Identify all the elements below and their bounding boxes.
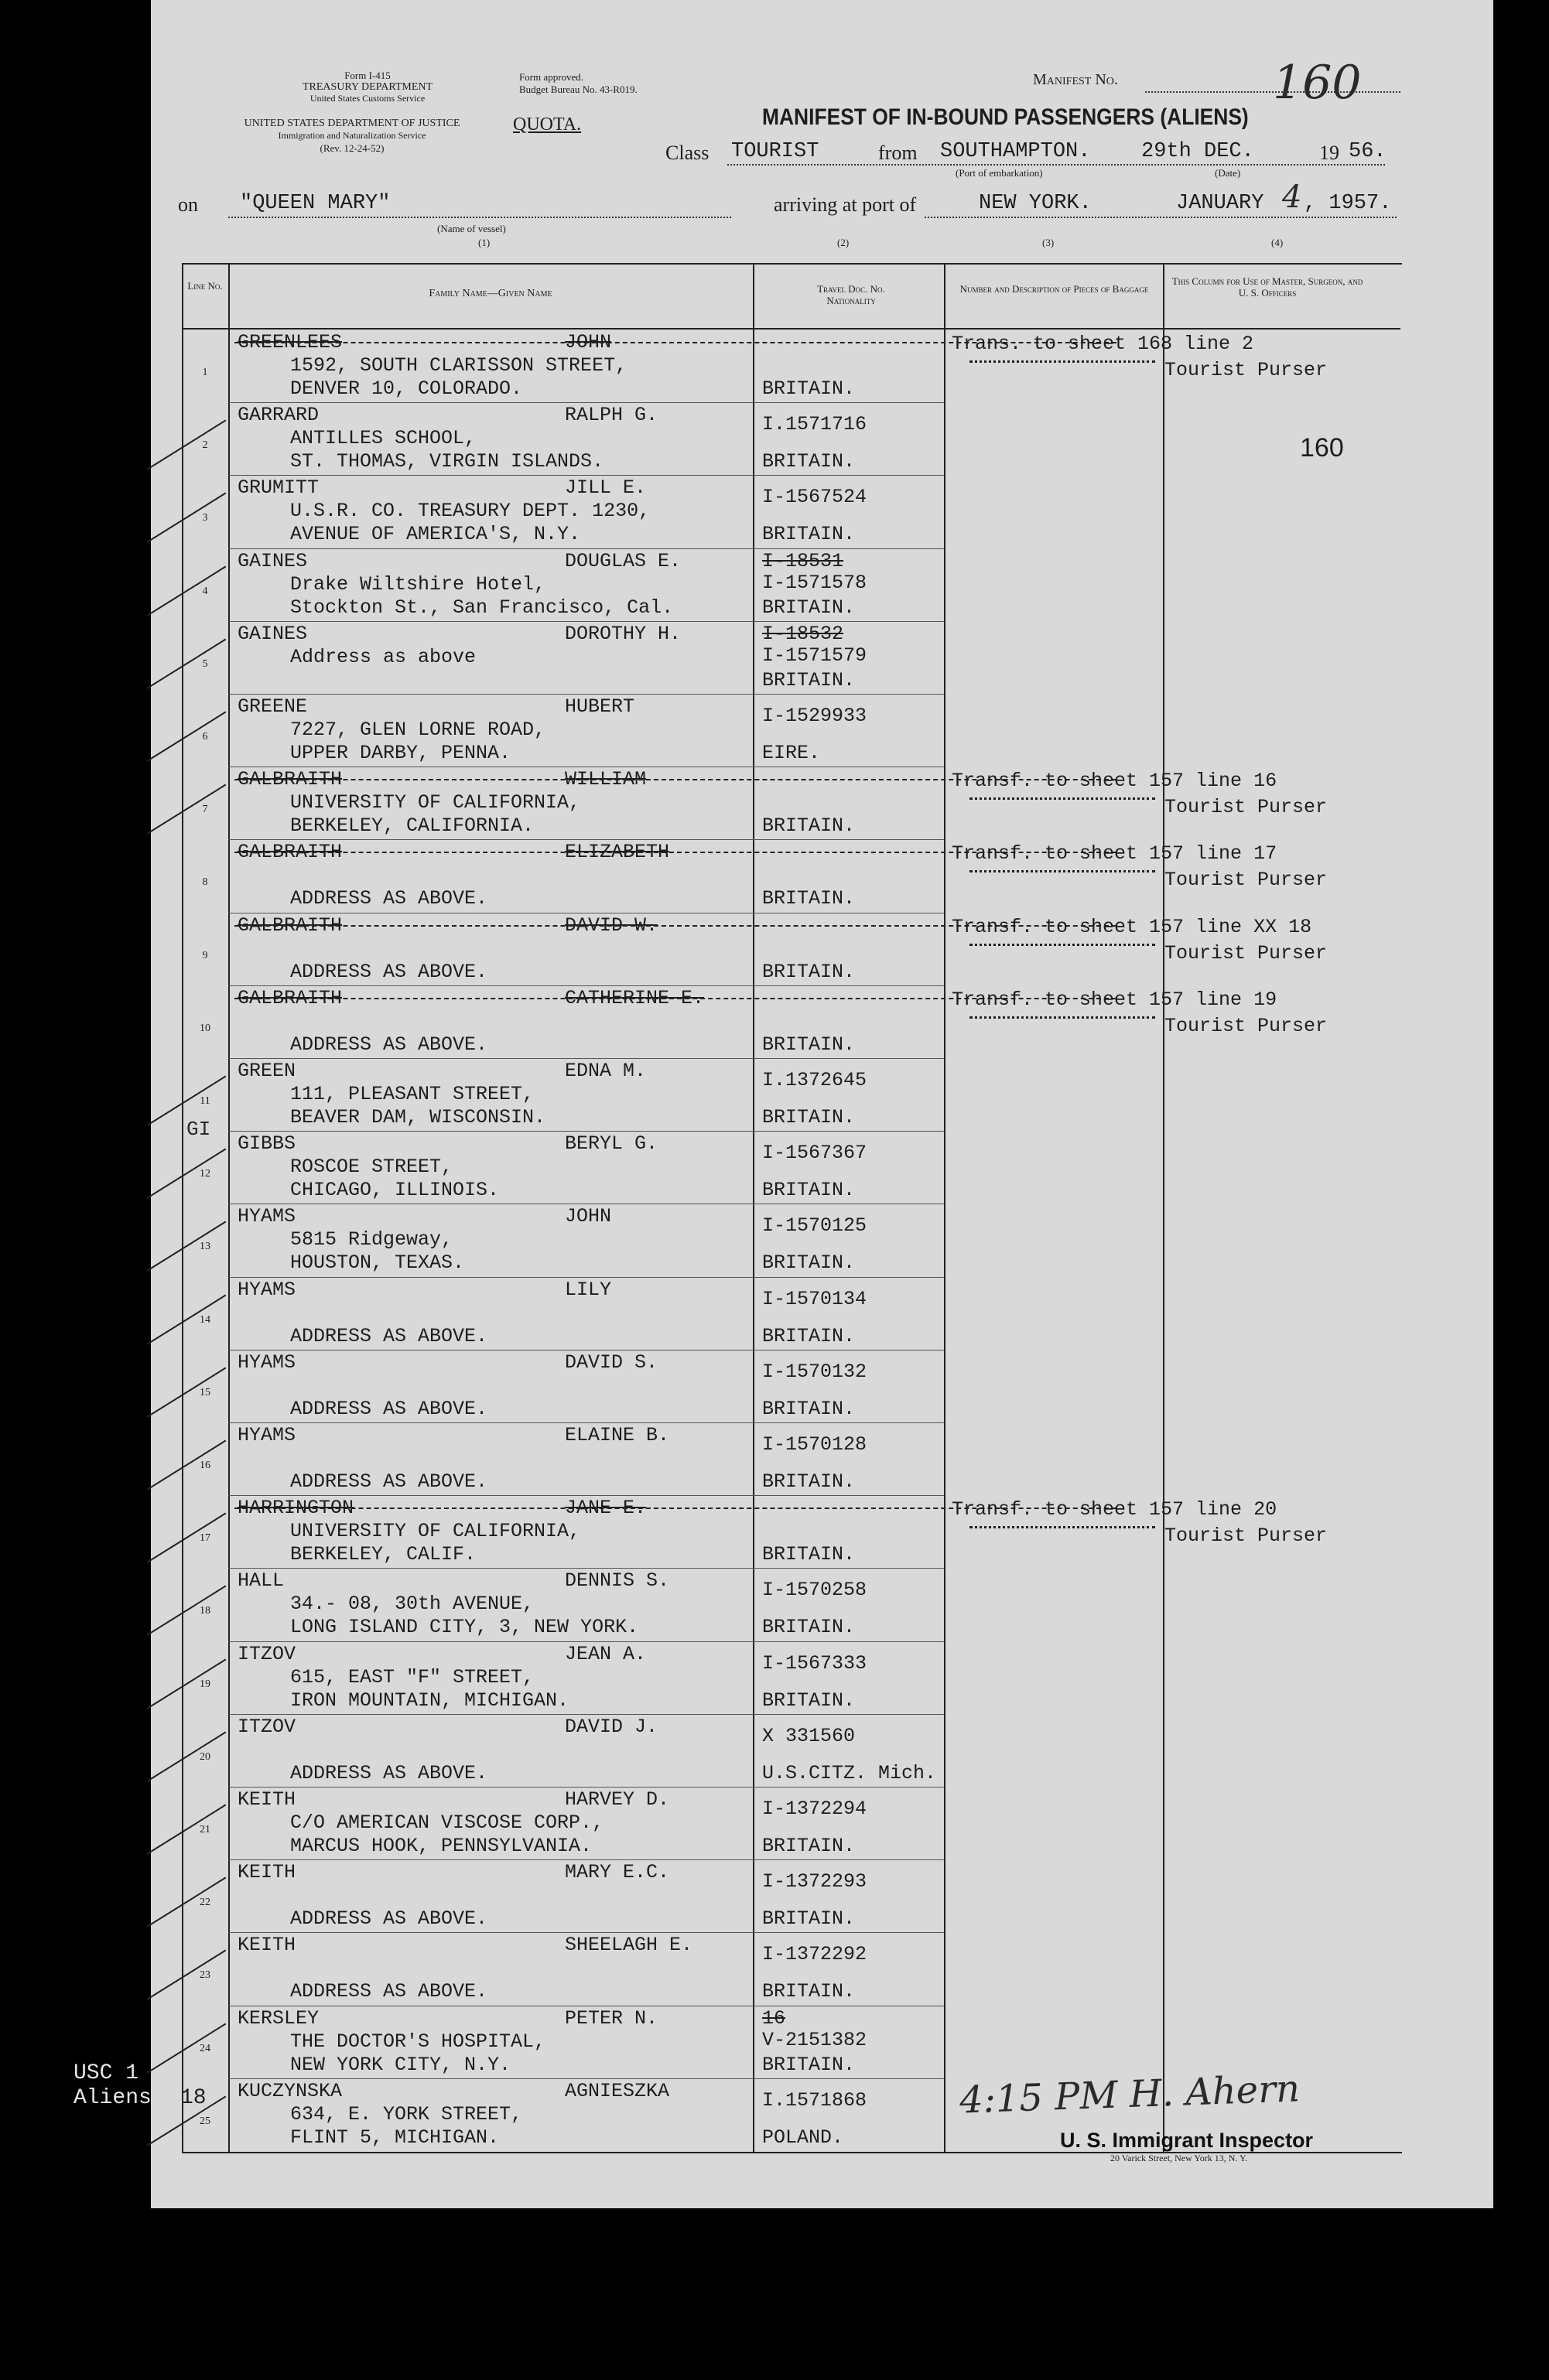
nationality: BRITAIN. — [762, 1033, 856, 1056]
justice-dept: UNITED STATES DEPARTMENT OF JUSTICE — [244, 118, 460, 129]
given-name: ELIZABETH — [565, 841, 670, 864]
address-line-2: ADDRESS AS ABOVE. — [290, 1324, 488, 1347]
transfer-note: Transf. to sheet 157 line 16 — [952, 770, 1277, 793]
transfer-note: Transf. to sheet 157 line 20 — [952, 1498, 1277, 1521]
form-number: Form I-415 — [344, 70, 391, 81]
row-divider — [228, 475, 944, 476]
on-label: on — [178, 193, 198, 216]
line-number: 12 — [200, 1168, 210, 1180]
quota-label: QUOTA. — [513, 114, 582, 135]
arriving-label: arriving at port of — [774, 193, 917, 216]
line-number: 2 — [202, 439, 208, 452]
budget-bureau: Budget Bureau No. 43-R019. — [519, 84, 638, 95]
address-line-2: ADDRESS AS ABOVE. — [290, 1033, 488, 1056]
given-name: PETER N. — [565, 2006, 658, 2030]
given-name: LILY — [565, 1278, 612, 1301]
family-name: GALBRAITH — [238, 913, 343, 937]
customs-service: United States Customs Service — [309, 93, 426, 104]
nationality: BRITAIN. — [762, 523, 856, 546]
travel-doc-number: I-1372293 — [762, 1870, 867, 1893]
travel-doc-number: I-1567524 — [762, 486, 867, 509]
address-line-2: Stockton St., San Francisco, Cal. — [290, 596, 674, 619]
row-divider — [228, 1568, 944, 1569]
punch-hole-bottom — [70, 1926, 118, 1974]
address-line-2: ADDRESS AS ABOVE. — [290, 887, 488, 910]
family-name: HYAMS — [238, 1350, 296, 1374]
family-name: HYAMS — [238, 1205, 296, 1228]
family-name: GREEN — [238, 1060, 296, 1082]
address-line-2: ADDRESS AS ABOVE. — [290, 1907, 488, 1931]
transfer-purser: Tourist Purser — [1164, 869, 1328, 892]
header-name: Family Name—Given Name — [429, 288, 552, 299]
manifest-sheet — [74, 0, 1493, 2208]
row-divider — [228, 839, 944, 840]
nationality: BRITAIN. — [762, 1251, 856, 1275]
given-name: JANE E. — [565, 1497, 647, 1520]
col-number-3: (3) — [1042, 237, 1055, 248]
row-divider — [228, 402, 944, 403]
row-divider — [228, 985, 944, 986]
inspector-address: 20 Varick Street, New York 13, N. Y. — [1110, 2153, 1248, 2163]
family-name: KEITH — [238, 1934, 296, 1957]
col-number-2: (2) — [837, 237, 850, 248]
travel-doc-number: I.1571716 — [762, 413, 867, 436]
row-divider — [228, 1714, 944, 1715]
nationality: BRITAIN. — [762, 668, 856, 691]
address-line-1: 634, E. YORK STREET, — [290, 2102, 523, 2126]
family-name: GRUMITT — [238, 476, 320, 500]
transfer-purser: Tourist Purser — [1164, 796, 1328, 819]
address-line-2: DENVER 10, COLORADO. — [290, 377, 523, 400]
family-name: GIBBS — [238, 1132, 296, 1156]
given-name: BERYL G. — [565, 1132, 658, 1156]
given-name: DOROTHY H. — [565, 622, 682, 645]
address-line-1: THE DOCTOR'S HOSPITAL, — [290, 2030, 546, 2053]
travel-doc-number: I-1570134 — [762, 1287, 867, 1310]
family-name: ITZOV — [238, 1642, 296, 1665]
given-name: HARVEY D. — [565, 1788, 670, 1811]
line-number: 8 — [202, 876, 208, 889]
vessel-name: "QUEEN MARY" — [240, 192, 391, 215]
address-line-1: ANTILLES SCHOOL, — [290, 427, 477, 450]
travel-doc-number: I.1372645 — [762, 1069, 867, 1091]
given-name: JILL E. — [565, 476, 647, 500]
given-name: JOHN — [565, 331, 612, 353]
manifest-title: MANIFEST OF IN-BOUND PASSENGERS (ALIENS) — [762, 104, 1249, 130]
family-name: KUCZYNSKA — [238, 2079, 343, 2102]
year-value: 56. — [1349, 140, 1387, 163]
address-line-2: ADDRESS AS ABOVE. — [290, 1397, 488, 1420]
line-number: 10 — [200, 1022, 210, 1034]
transfer-dotted-line — [969, 360, 1155, 363]
nationality: POLAND. — [762, 2126, 844, 2149]
col-divider-4 — [1163, 263, 1164, 2152]
address-line-1: 7227, GLEN LORNE ROAD, — [290, 719, 546, 741]
address-line-1: Address as above — [290, 645, 477, 668]
table-header-divider — [182, 328, 1400, 330]
family-name: GALBRAITH — [238, 986, 343, 1009]
nationality: BRITAIN. — [762, 1907, 856, 1931]
line-number: 5 — [202, 657, 208, 670]
line-number: 23 — [200, 1969, 210, 1982]
address-line-1: 34.- 08, 30th AVENUE, — [290, 1593, 535, 1616]
given-name: JOHN — [565, 1205, 612, 1228]
line-number: 18 — [200, 1605, 210, 1617]
row-divider — [228, 2078, 944, 2079]
treasury-dept: TREASURY DEPARTMENT — [302, 81, 433, 93]
nationality: BRITAIN. — [762, 1324, 856, 1347]
address-line-1: 111, PLEASANT STREET, — [290, 1083, 535, 1105]
from-label: from — [878, 142, 918, 164]
travel-doc-number: I-1570132 — [762, 1360, 867, 1383]
travel-doc-number: I-1570128 — [762, 1433, 867, 1456]
line-number: 25 — [200, 2115, 210, 2127]
line-number: 3 — [202, 512, 208, 524]
travel-doc-number: I-18532 — [762, 622, 844, 645]
header-officers: This Column for Use of Master, Surgeon, and U. S. Officers — [1171, 275, 1363, 299]
address-line-2: FLINT 5, MICHIGAN. — [290, 2126, 500, 2149]
travel-doc-number: I-1567333 — [762, 1651, 867, 1675]
class-value: TOURIST — [731, 140, 819, 163]
margin-usc: USC 1 — [74, 2061, 139, 2085]
line-number: 24 — [200, 2042, 210, 2054]
transfer-note: Transf. to sheet 157 line 17 — [952, 842, 1277, 866]
travel-doc-number: I-1372292 — [762, 1943, 867, 1966]
ins-service: Immigration and Naturalization Service — [278, 130, 426, 141]
line-number: 17 — [200, 1532, 210, 1545]
family-name: GREENE — [238, 695, 308, 718]
row-divider — [228, 694, 944, 695]
address-line-1: UNIVERSITY OF CALIFORNIA, — [290, 1520, 581, 1543]
given-name: ELAINE B. — [565, 1424, 670, 1446]
line-number: 1 — [202, 367, 208, 378]
family-name: HYAMS — [238, 1424, 296, 1446]
vessel-line — [228, 217, 731, 218]
travel-doc-number: I-1567367 — [762, 1142, 867, 1165]
address-line-2: MARCUS HOOK, PENNSYLVANIA. — [290, 1835, 593, 1857]
given-name: MARY E.C. — [565, 1861, 670, 1884]
row-divider — [228, 1932, 944, 1933]
transfer-purser: Tourist Purser — [1164, 1525, 1328, 1548]
row-divider — [228, 621, 944, 622]
address-line-1: ROSCOE STREET, — [290, 1156, 453, 1179]
line-number: 4 — [202, 585, 208, 597]
nationality: BRITAIN. — [762, 887, 856, 910]
line-number: 15 — [200, 1386, 210, 1398]
arrival-month: JANUARY — [1176, 192, 1264, 215]
line-number: 14 — [200, 1313, 210, 1326]
address-line-2: ST. THOMAS, VIRGIN ISLANDS. — [290, 450, 604, 473]
header-travel-doc: Travel Doc. No. Nationality — [817, 283, 885, 306]
line-number: 6 — [202, 731, 208, 743]
family-name: KERSLEY — [238, 2006, 320, 2030]
nationality: BRITAIN. — [762, 1980, 856, 2003]
address-line-2: BERKELEY, CALIFORNIA. — [290, 814, 535, 838]
officer-note: 160 — [1300, 433, 1344, 463]
punch-hole-top — [70, 240, 118, 288]
transfer-note: Transf. to sheet 157 line 19 — [952, 988, 1277, 1011]
given-name: HUBERT — [565, 695, 635, 718]
arrival-line — [925, 217, 1397, 218]
family-name: GREENLEES — [238, 331, 343, 353]
arrival-port: NEW YORK. — [979, 192, 1092, 215]
given-name: DAVID W. — [565, 913, 658, 937]
margin-aliens: Aliens — [74, 2086, 152, 2110]
given-name: DAVID S. — [565, 1350, 658, 1374]
nationality: BRITAIN. — [762, 1543, 856, 1566]
transfer-note: Transf. to sheet 157 line XX 18 — [952, 915, 1312, 938]
travel-doc-number: X 331560 — [762, 1724, 856, 1747]
header-line-no: Line No. — [187, 280, 223, 292]
address-line-1: 5815 Ridgeway, — [290, 1228, 453, 1251]
address-line-1: 1592, SOUTH CLARISSON STREET, — [290, 354, 627, 377]
family-name: GAINES — [238, 549, 308, 572]
vessel-caption: (Name of vessel) — [437, 223, 506, 234]
given-name: AGNIESZKA — [565, 2079, 670, 2102]
family-name: HALL — [238, 1569, 285, 1593]
address-line-2: ADDRESS AS ABOVE. — [290, 960, 488, 983]
nationality: U.S.CITZ. Mich. — [762, 1761, 937, 1784]
nationality: BRITAIN. — [762, 377, 856, 400]
nationality: BRITAIN. — [762, 1616, 856, 1639]
manifest-no-label: Manifest No. — [1033, 71, 1118, 88]
nationality: BRITAIN. — [762, 814, 856, 838]
given-name: CATHERINE E. — [565, 986, 705, 1009]
arrival-day: 4 — [1282, 179, 1302, 215]
manifest-no-value: 160 — [1273, 56, 1362, 110]
address-line-1: 615, EAST "F" STREET, — [290, 1665, 535, 1689]
address-line-2: ADDRESS AS ABOVE. — [290, 1470, 488, 1493]
nationality: BRITAIN. — [762, 960, 856, 983]
given-name: DENNIS S. — [565, 1569, 670, 1593]
punch-hole-middle — [70, 1083, 118, 1131]
nationality: BRITAIN. — [762, 1835, 856, 1857]
transfer-dotted-line — [969, 944, 1155, 946]
family-name: GAINES — [238, 622, 308, 645]
given-name: WILLIAM — [565, 768, 647, 791]
family-name: KEITH — [238, 1788, 296, 1811]
transfer-dotted-line — [969, 1016, 1155, 1019]
col-number-1: (1) — [478, 237, 491, 248]
margin-gi: GI — [186, 1118, 211, 1141]
given-name: DAVID J. — [565, 1715, 658, 1738]
travel-doc-number: I-1529933 — [762, 705, 867, 727]
nationality: BRITAIN. — [762, 1179, 856, 1202]
address-line-2: IRON MOUNTAIN, MICHIGAN. — [290, 1689, 569, 1712]
row-divider — [228, 1641, 944, 1642]
travel-doc-number: I-1372294 — [762, 1798, 867, 1820]
family-name: HARRINGTON — [238, 1497, 354, 1520]
transfer-dotted-line — [969, 797, 1155, 800]
nationality: BRITAIN. — [762, 1106, 856, 1129]
address-line-1: U.S.R. CO. TREASURY DEPT. 1230, — [290, 500, 651, 523]
travel-doc-number: I.1571868 — [762, 2088, 867, 2112]
address-line-1: UNIVERSITY OF CALIFORNIA, — [290, 791, 581, 814]
nationality: BRITAIN. — [762, 1397, 856, 1420]
nationality: BRITAIN. — [762, 1470, 856, 1493]
travel-doc-number-new: I-1571579 — [762, 644, 867, 667]
travel-doc-number-new: V-2151382 — [762, 2028, 867, 2051]
family-name: GARRARD — [238, 404, 320, 427]
nationality: BRITAIN. — [762, 1689, 856, 1712]
row-divider — [228, 1787, 944, 1788]
embarkation-date: 29th DEC. — [1141, 140, 1254, 163]
given-name: RALPH G. — [565, 404, 658, 427]
transfer-dotted-line — [969, 870, 1155, 872]
nationality: BRITAIN. — [762, 2053, 856, 2076]
address-line-2: ADDRESS AS ABOVE. — [290, 1761, 488, 1784]
given-name: DOUGLAS E. — [565, 549, 682, 572]
address-line-1: C/O AMERICAN VISCOSE CORP., — [290, 1811, 604, 1834]
transfer-purser: Tourist Purser — [1164, 1014, 1328, 1037]
line-number: 16 — [200, 1460, 210, 1471]
row-divider — [228, 1422, 944, 1423]
row-divider — [228, 548, 944, 549]
col-number-4: (4) — [1271, 237, 1284, 248]
family-name: ITZOV — [238, 1715, 296, 1738]
family-name: GALBRAITH — [238, 768, 343, 791]
row-divider — [228, 1058, 944, 1059]
line-number: 22 — [200, 1897, 210, 1909]
family-name: HYAMS — [238, 1278, 296, 1301]
address-line-2: LONG ISLAND CITY, 3, NEW YORK. — [290, 1616, 639, 1639]
embarkation-port: SOUTHAMPTON. — [940, 140, 1091, 163]
address-line-2: CHICAGO, ILLINOIS. — [290, 1179, 500, 1202]
row-divider — [228, 1131, 944, 1132]
travel-doc-number: I-18531 — [762, 549, 844, 572]
address-line-2: NEW YORK CITY, N.Y. — [290, 2053, 511, 2076]
date-caption: (Date) — [1215, 167, 1241, 179]
address-line-2: BEAVER DAM, WISCONSIN. — [290, 1106, 546, 1129]
year-prefix: 19 — [1319, 142, 1339, 164]
address-line-2: UPPER DARBY, PENNA. — [290, 742, 511, 764]
line-number: 21 — [200, 1824, 210, 1835]
travel-doc-number: I-1570125 — [762, 1214, 867, 1238]
line-number: 9 — [202, 949, 208, 961]
header-baggage: Number and Description of Pieces of Baggage — [959, 283, 1149, 295]
transfer-dotted-line — [969, 1526, 1155, 1528]
class-label: Class — [665, 142, 710, 164]
transfer-purser: Tourist Purser — [1164, 359, 1328, 381]
line-number: 20 — [200, 1750, 210, 1763]
line-number: 11 — [200, 1095, 210, 1107]
class-line — [727, 164, 1385, 166]
line-number: 7 — [202, 804, 208, 816]
family-name: KEITH — [238, 1861, 296, 1884]
margin-aliens-count: 18 — [180, 2086, 207, 2110]
transfer-note: Trans. to sheet 168 line 2 — [952, 333, 1254, 355]
line-number: 13 — [200, 1241, 210, 1253]
revision-date: (Rev. 12-24-52) — [320, 142, 385, 154]
row-divider — [228, 1495, 944, 1496]
given-name: SHEELAGH E. — [565, 1934, 693, 1957]
col-divider-3 — [944, 263, 945, 2152]
travel-doc-number: I-1570258 — [762, 1579, 867, 1602]
family-name: GALBRAITH — [238, 841, 343, 864]
arrival-year: , 1957. — [1304, 192, 1392, 215]
address-line-2: BERKELEY, CALIF. — [290, 1543, 477, 1566]
address-line-1: Drake Wiltshire Hotel, — [290, 572, 546, 596]
travel-doc-number-new: I-1571578 — [762, 571, 867, 594]
given-name: EDNA M. — [565, 1060, 647, 1082]
transfer-purser: Tourist Purser — [1164, 941, 1328, 965]
nationality: EIRE. — [762, 742, 821, 764]
port-embark-caption: (Port of embarkation) — [956, 167, 1043, 179]
inspector-title: U. S. Immigrant Inspector — [1060, 2129, 1314, 2152]
inspector-signature: 4:15 PM H. Ahern — [959, 2067, 1301, 2122]
address-line-2: HOUSTON, TEXAS. — [290, 1251, 465, 1275]
address-line-2: ADDRESS AS ABOVE. — [290, 1980, 488, 2003]
row-divider — [228, 1277, 944, 1278]
row-divider — [228, 1859, 944, 1860]
col-divider-2 — [753, 263, 754, 2152]
nationality: BRITAIN. — [762, 450, 856, 473]
travel-doc-number: 16 — [762, 2006, 786, 2030]
form-approved: Form approved. — [519, 71, 584, 83]
given-name: JEAN A. — [565, 1642, 647, 1665]
address-line-2: AVENUE OF AMERICA'S, N.Y. — [290, 523, 581, 546]
nationality: BRITAIN. — [762, 596, 856, 619]
line-number: 19 — [200, 1678, 210, 1690]
col-divider-1 — [228, 263, 230, 2152]
